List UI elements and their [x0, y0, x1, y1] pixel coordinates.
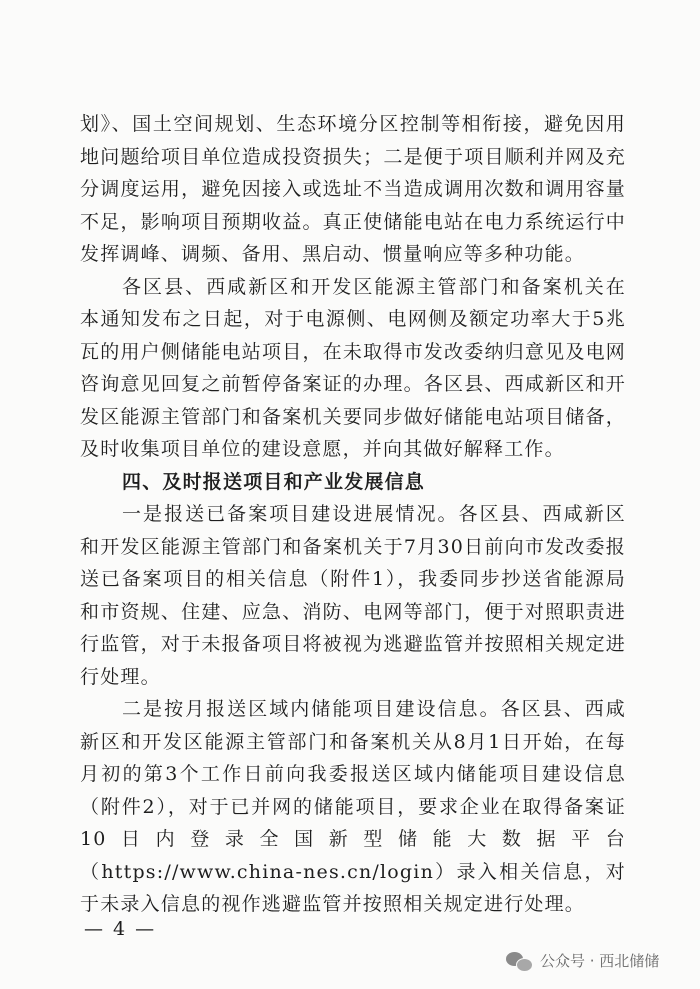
document-body — [80, 108, 626, 921]
paragraph-item-one: 一是报送已备案项目建设进展情况。各区县、西咸新区和开发区能源主管部门和备案机关于7月30日前向市发改委报送已备案项目的相关信息（附件1），我委同步抄送省能源局和市资规、住建、应急、消防、电网等部门，便于对照职责进行监管，对于未报备项目将被视为逃避监管并按照相关规定进行处理。 — [80, 503, 626, 688]
paragraph-continuation: 划》、国土空间规划、生态环境分区控制等相衔接，避免因用地问题给项目单位造成投资损失；二是便于项目顺利并网及充分调度运用，避免因接入或选址不当造成调用次数和调用容量不足，影响项目预期收益。真正使储能电站在电力系统运行中发挥调峰、调频、备用、黑启动、惯量响应等多种功能。 — [80, 113, 626, 265]
paragraph-item-two: 二是按月报送区域内储能项目建设信息。各区县、西咸新区和开发区能源主管部门和备案机关从8月1日开始，在每月初的第3个工作日前向我委报送区域内储能项目建设信息（附件2），对于已并网的储能项目，要求企业在取得备案证10日内登录全国新型储能大数据平台（https://www.china-nes.cn/login）录入相关信息，对于未录入信息的视作逃避监管并按照相关规定进行处理。 — [80, 698, 626, 915]
paragraph-filing-suspension: 各区县、西咸新区和开发区能源主管部门和备案机关在本通知发布之日起，对于电源侧、电网侧及额定功率大于5兆瓦的用户侧储能电站项目，在未取得市发改委纳归意见及电网咨询意见回复之前暂停备案证的办理。各区县、西咸新区和开发区能源主管部门和备案机关要同步做好储能电站项目储备，及时收集项目单位的建设意愿，并向其做好解释工作。 — [80, 275, 626, 460]
section-heading-four: 四、及时报送项目和产业发展信息 — [122, 470, 426, 493]
watermark-text: 公众号 · 西北储储 — [540, 952, 660, 970]
wechat-icon — [506, 951, 532, 971]
page-number: — 4 — — [84, 918, 157, 940]
watermark — [506, 950, 659, 971]
